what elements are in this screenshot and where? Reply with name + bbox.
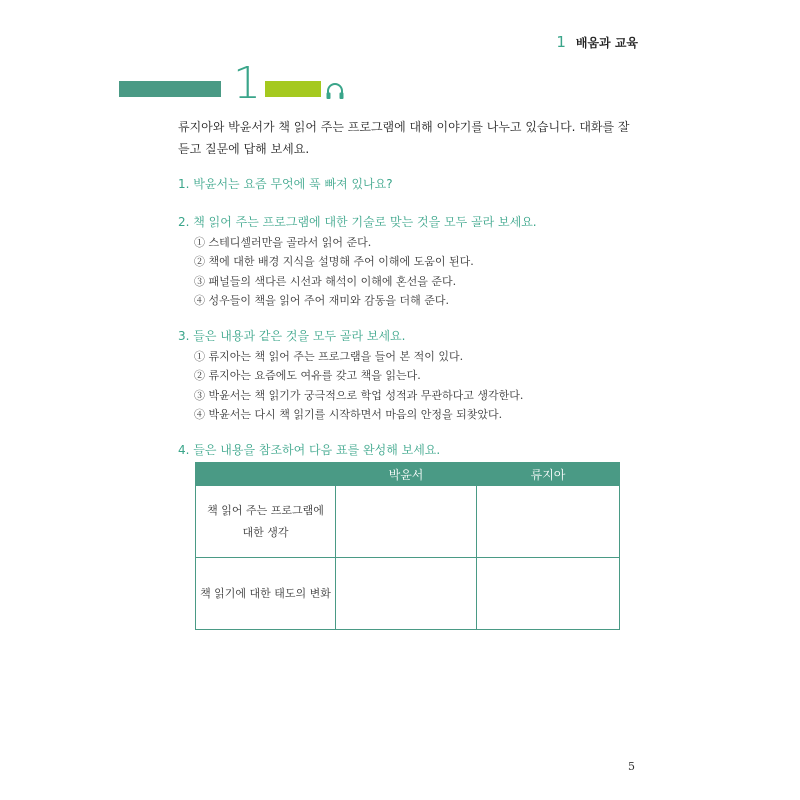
option-item: ② 류지아는 요즘에도 여유를 갖고 책을 읽는다. xyxy=(194,369,421,383)
question-3: 3. 들은 내용과 같은 것을 모두 골라 보세요. xyxy=(178,329,406,343)
headphone-icon xyxy=(325,82,345,100)
chapter-title: 배움과 교육 xyxy=(575,36,638,50)
option-item: ③ 패널들의 색다른 시선과 해석이 이해에 혼선을 준다. xyxy=(194,274,457,288)
option-item: ④ 박윤서는 다시 책 읽기를 시작하면서 마음의 안정을 되찾았다. xyxy=(194,407,503,421)
option-item: ④ 성우들이 책을 읽어 주어 재미와 감동을 더해 준다. xyxy=(194,293,449,307)
answer-cell[interactable] xyxy=(477,486,620,558)
row-label-line: 책 읽어 주는 프로그램에 xyxy=(207,503,324,517)
question-1: 1. 박윤서는 요즘 무엇에 푹 빠져 있나요? xyxy=(178,177,393,191)
row-label xyxy=(196,486,336,558)
table-header-empty xyxy=(196,463,336,486)
instructions: 류지아와 박윤서가 책 읽어 주는 프로그램에 대해 이야기를 나누고 있습니다. 대화를 잘 듣고 질문에 답해 보세요. xyxy=(178,120,630,156)
answer-cell[interactable] xyxy=(477,558,620,630)
table-row xyxy=(196,558,620,630)
question-2: 2. 책 읽어 주는 프로그램에 대한 기술로 맞는 것을 모두 골라 보세요. xyxy=(178,215,537,229)
table-header-park: 박윤서 xyxy=(336,463,477,486)
banner-bar-right xyxy=(265,81,321,97)
section-number: 1 xyxy=(233,58,261,109)
row-label-line: 대한 생각 xyxy=(242,525,289,539)
question-3-options xyxy=(194,347,523,424)
option-item: ③ 박윤서는 책 읽기가 궁극적으로 학업 성적과 무관하다고 생각한다. xyxy=(194,388,524,402)
table-header-row xyxy=(196,463,620,486)
question-2-options xyxy=(194,233,474,310)
answer-cell[interactable] xyxy=(336,558,477,630)
row-label-line: 책 읽기에 대한 태도의 변화 xyxy=(200,586,331,600)
section-banner xyxy=(119,58,379,109)
banner-bar-left xyxy=(119,81,221,97)
page-number: 5 xyxy=(628,760,635,773)
chapter-number: 1 xyxy=(556,33,566,51)
table-header-ryu: 류지아 xyxy=(477,463,620,486)
answer-table xyxy=(195,462,620,630)
answer-cell[interactable] xyxy=(336,486,477,558)
row-label xyxy=(196,558,336,630)
option-item: ② 책에 대한 배경 지식을 설명해 주어 이해에 도움이 된다. xyxy=(194,255,474,269)
option-item: ① 류지아는 책 읽어 주는 프로그램을 들어 본 적이 있다. xyxy=(194,350,464,363)
question-4: 4. 들은 내용을 참조하여 다음 표를 완성해 보세요. xyxy=(178,443,441,457)
option-item: ① 스테디셀러만을 골라서 읽어 준다. xyxy=(194,236,372,249)
table-row xyxy=(196,486,620,558)
chapter-header xyxy=(556,34,638,51)
